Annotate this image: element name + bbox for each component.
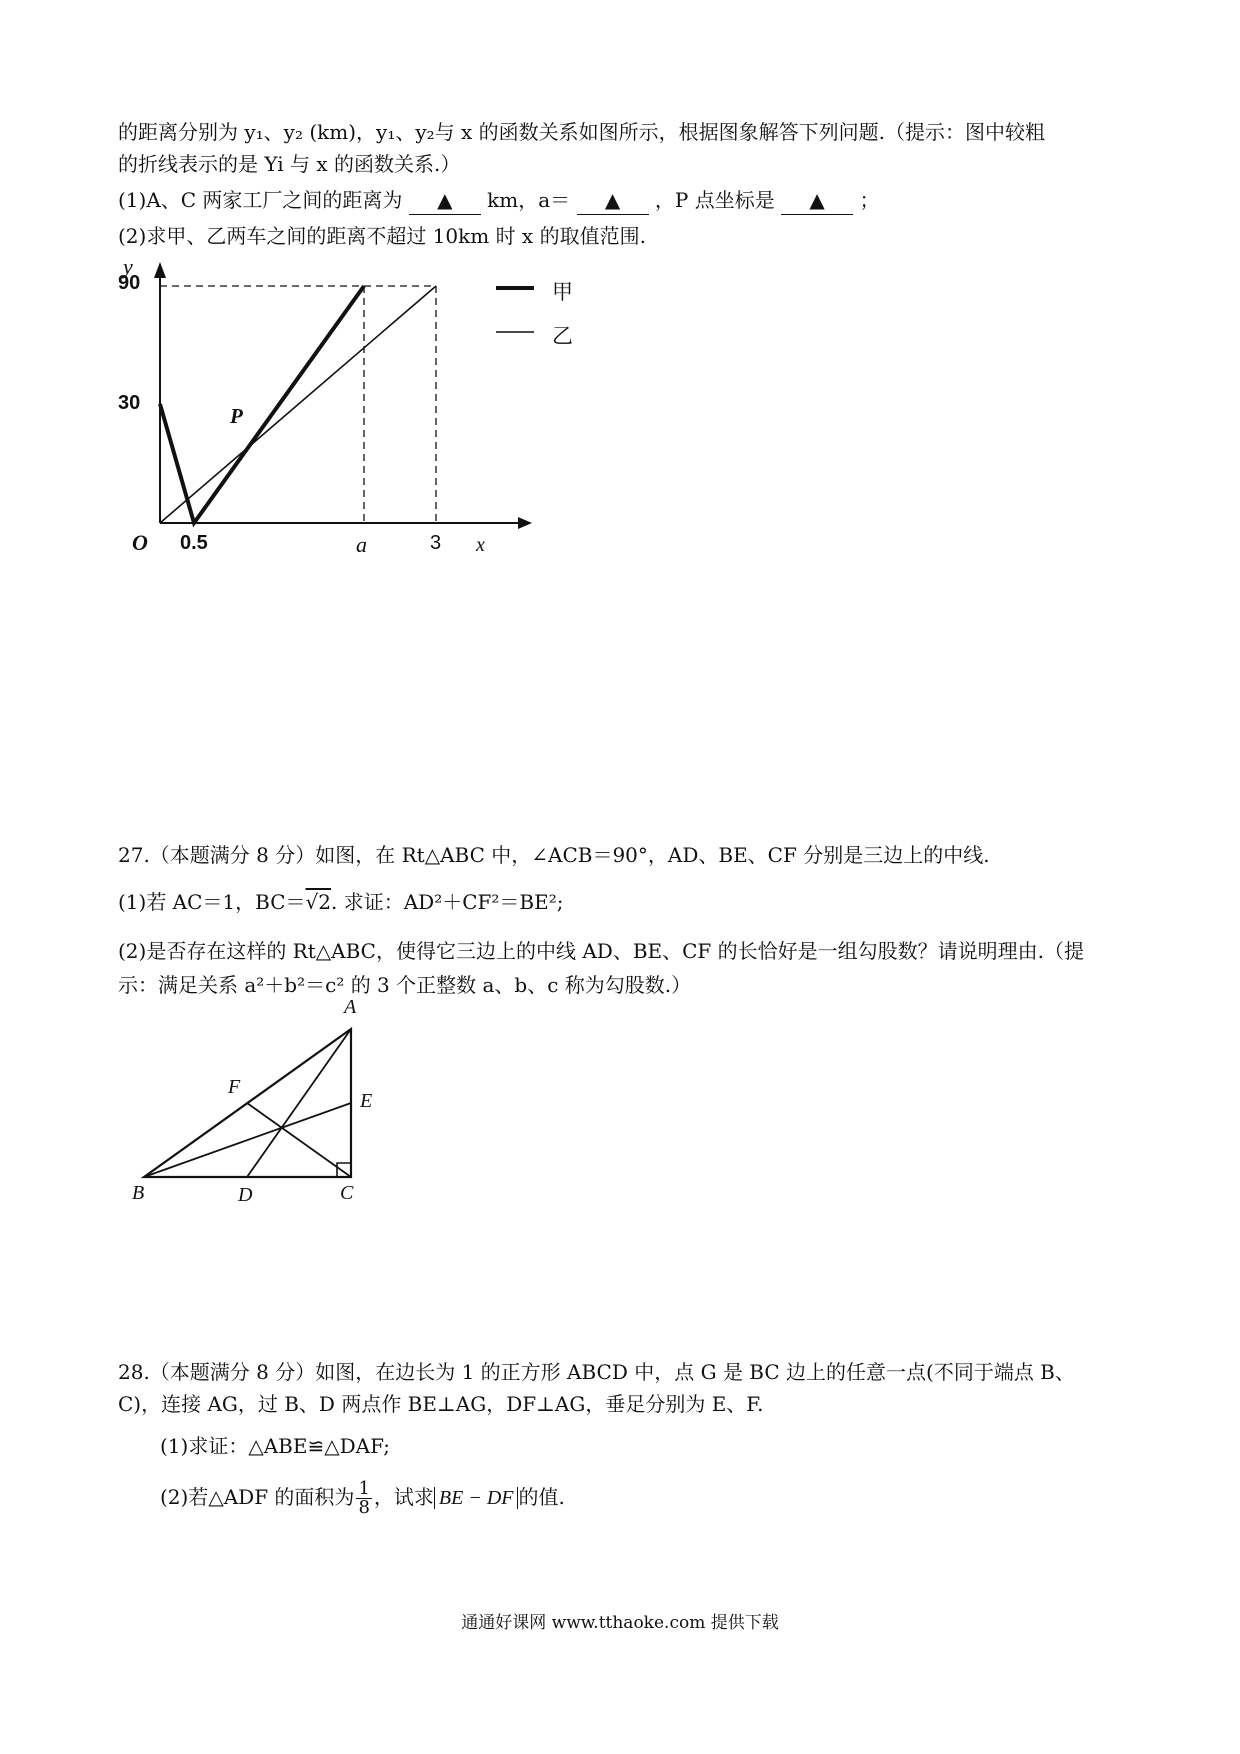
q26-part1 (118, 186, 879, 215)
q28-part2-text-b: ，试求 (373, 1485, 434, 1509)
q26-line2: 的折线表示的是 Yi 与 x 的函数关系.） (118, 152, 461, 176)
x-tick-a: a (356, 532, 367, 557)
q28-part2-text-a: (2)若△ADF 的面积为 (160, 1485, 355, 1509)
answer-blank-a: ▲ (577, 186, 649, 215)
fraction-denominator: 8 (358, 1497, 370, 1518)
abs-expression: BE − DF (434, 1487, 519, 1509)
x-tick-0-5: 0.5 (180, 532, 208, 554)
q28-part1: (1)求证：△ABE≌△DAF; (160, 1434, 390, 1458)
median-be (144, 1103, 351, 1177)
origin-label: O (132, 530, 148, 555)
q26-part1-text-a: (1)A、C 两家工厂之间的距离为 (118, 188, 403, 212)
function-graph (118, 254, 538, 573)
fraction-numerator: 1 (358, 1478, 370, 1499)
q26-part1-text-b: km，a＝ (487, 188, 571, 212)
line-jia (160, 286, 364, 523)
y-axis-arrow (154, 262, 166, 278)
q27-part1 (118, 888, 563, 916)
point-d-label: D (238, 1184, 253, 1206)
point-e-label: E (360, 1090, 373, 1112)
median-ad (247, 1029, 351, 1177)
q28-line1: 28.（本题满分 8 分）如图，在边长为 1 的正方形 ABCD 中，点 G 是 BC 边上的任意一点(不同于端点 B、 (118, 1360, 1075, 1384)
fraction-one-eighth (356, 1480, 371, 1517)
q27-part1-text-a: (1)若 AC＝1，BC＝ (118, 890, 306, 914)
vertex-c-label: C (340, 1182, 354, 1204)
q28-part2 (160, 1480, 565, 1517)
median-cf (247, 1103, 351, 1177)
point-p-label: P (230, 404, 243, 428)
sqrt-two: √2 (305, 890, 331, 914)
q28-line2: C)，连接 AG，过 B、D 两点作 BE⊥AG，DF⊥AG，垂足分别为 E、F. (118, 1392, 764, 1416)
y-axis-label: y (123, 254, 133, 279)
answer-blank-p: ▲ (781, 186, 853, 215)
y-tick-30: 30 (118, 392, 141, 414)
vertex-b-label: B (132, 1182, 145, 1204)
q27-part2-line1: (2)是否存在这样的 Rt△ABC，使得它三边上的中线 AD、BE、CF 的长恰好是一组勾股数？请说明理由.（提 (118, 939, 1085, 963)
q26-part1-text-d: ； (859, 188, 880, 212)
q28-part2-text-c: 的值. (518, 1485, 565, 1509)
triangle-figure (118, 996, 398, 1217)
q26-part2: (2)求甲、乙两车之间的距离不超过 10km 时 x 的取值范围. (118, 224, 646, 248)
q26-line1: 的距离分别为 y₁、y₂ (km)，y₁、y₂与 x 的函数关系如图所示，根据图象解答下列问题.（提示：图中较粗 (118, 120, 1046, 144)
q27-title: 27.（本题满分 8 分）如图，在 Rt△ABC 中，∠ACB＝90°，AD、BE、CF 分别是三边上的中线. (118, 843, 990, 867)
x-axis-arrow (518, 517, 532, 529)
q26-part1-text-c: ，P 点坐标是 (654, 188, 775, 212)
page-footer: 通通好课网 www.tthaoke.com 提供下载 (461, 1613, 779, 1633)
line-yi (160, 286, 436, 523)
legend-yi-label: 乙 (552, 324, 573, 348)
q27-part2-line2: 示：满足关系 a²＋b²＝c² 的 3 个正整数 a、b、c 称为勾股数.） (118, 973, 692, 997)
x-axis-label: x (476, 534, 485, 556)
x-tick-3: 3 (430, 532, 442, 554)
q27-part1-text-b: . 求证：AD²＋CF²＝BE²; (331, 890, 564, 914)
y-tick-90: 90 (118, 272, 141, 294)
vertex-a-label: A (344, 996, 357, 1018)
point-f-label: F (228, 1076, 241, 1098)
answer-blank-distance: ▲ (409, 186, 481, 215)
legend-jia-label: 甲 (552, 280, 573, 304)
